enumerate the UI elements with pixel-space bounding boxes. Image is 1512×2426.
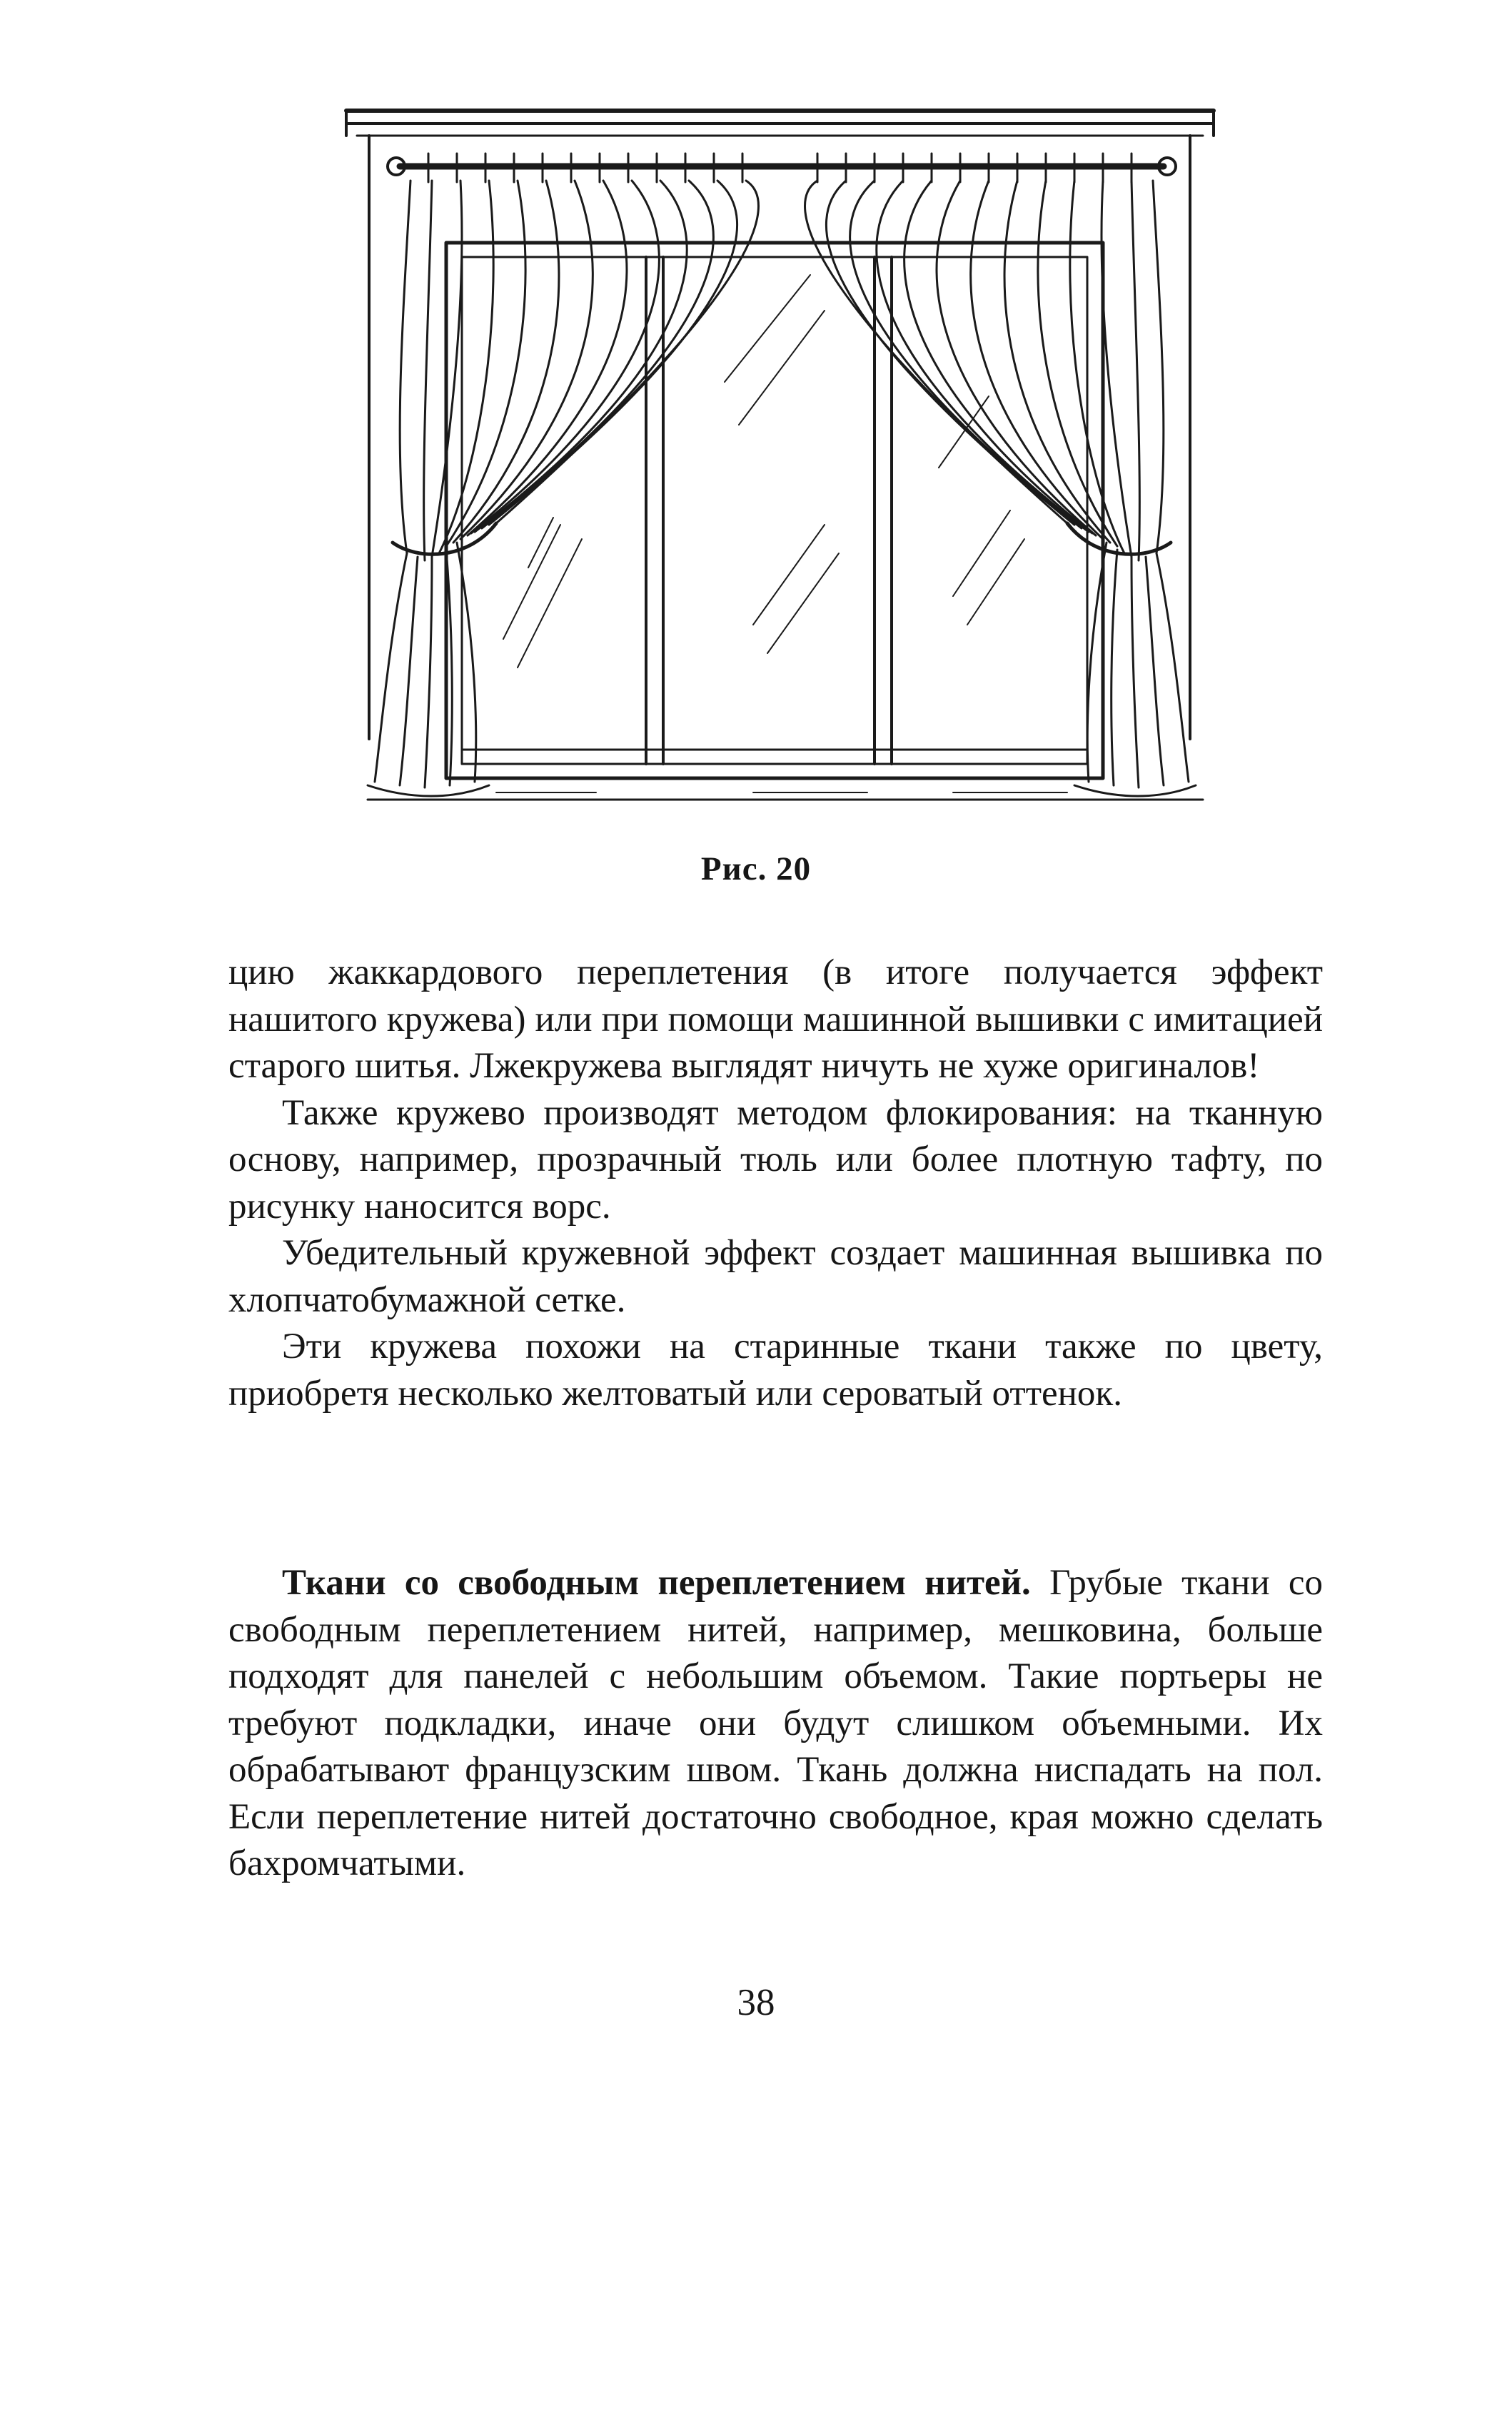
section-body: Грубые ткани со свободным переплетением нитей, например, мешковина, больше подходят для панелей с небольшим объемом. Такие портьеры не требуют подкладки, иначе они будут слишком объемными. Их обрабатывают французским швом. Ткань должна ниспадать на пол. Если переплетение нитей достаточно свободное, края можно сделать бахромчатыми. [228, 1563, 1324, 1883]
page-number: 38 [737, 1982, 775, 2023]
section-paragraph [228, 1560, 1323, 1888]
paragraph-2: Также кружево производят методом флокирования: на тканную основу, например, прозрачный тюль или более плотную тафту, по рисунку наносится ворс. [228, 1092, 1323, 1227]
body-text-top [228, 950, 1323, 1417]
paragraph-3: Убедительный кружевной эффект создает машинная вышивка по хлопчатобумажной сетке. [228, 1233, 1323, 1320]
section-heading: Ткани со свободным переплетением нитей. [282, 1563, 1031, 1603]
figure-caption: Рис. 20 [700, 850, 812, 887]
paragraph-1: цию жаккардового переплетения (в итоге получается эффект нашитого кружева) или при помощи машинной вышивки с имитацией старого шитья. Лжекружева выглядят ничуть не хуже оригиналов! [228, 952, 1323, 1086]
curtain-illustration [325, 96, 1235, 842]
paragraph-4: Эти кружева похожи на старинные ткани также по цвету, приобретя несколько желтоватый или сероватый оттенок. [228, 1327, 1323, 1414]
window-with-curtains-icon [325, 96, 1235, 842]
section-loose-weave [228, 1560, 1323, 1888]
